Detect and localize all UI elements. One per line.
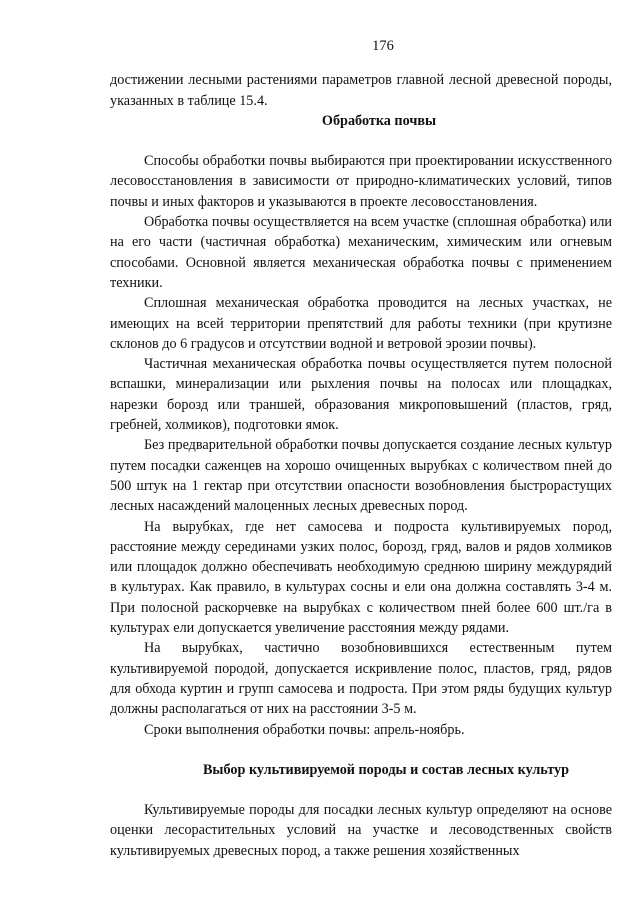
paragraph: Сплошная механическая обработка проводится на лесных участках, не имеющих на всей территории препятствий для работы техники (при крутизне склонов до 6 градусов и отсутствии водной и ветровой эрозии почвы). — [110, 295, 612, 352]
paragraph: Способы обработки почвы выбираются при проектировании искусственного лесовосстановления в зависимости от природно-климатических условий, типов почвы и иных факторов и указываются в проекте лесовосстановления. — [110, 153, 612, 210]
intro-paragraph: достижении лесными растениями параметров главной лесной древесной породы, указанных в таблице 15.4. — [110, 72, 612, 109]
paragraph: На вырубках, где нет самосева и подроста культивируемых пород, расстояние между серединами узких полос, борозд, гряд, валов и рядов холмиков или площадок должно обеспечивать необходимую среднюю ширину междурядий в культурах. Как правило, в культурах сосны и ели она должна составлять 3-4 м. При полосной раскорчевке на вырубках с количеством пней более 600 шт./га в культурах ели допускается увеличение расстояния между рядами. — [110, 518, 612, 637]
section-title-species-selection: Выбор культивируемой породы и состав лесных культур — [202, 761, 570, 778]
paragraph: Культивируемые породы для посадки лесных культур определяют на основе оценки лесорастительных условий на участке и лесоводственных свойств культивируемых древесных пород, а также решения хозяйственных — [110, 802, 612, 859]
paragraph: На вырубках, частично возобновившихся естественным путем культивируемой породой, допускается искривление полос, пластов, гряд, рядов для обхода куртин и групп самосева и подроста. При этом ряды будущих культур должны располагаться от них на расстоянии 3-5 м. — [110, 640, 612, 718]
section-title-soil-treatment: Обработка почвы — [321, 112, 437, 129]
paragraph: Сроки выполнения обработки почвы: апрель-ноябрь. — [144, 721, 465, 738]
paragraph: Без предварительной обработки почвы допускается создание лесных культур путем посадки саженцев на хорошо очищенных вырубках с количеством пней до 500 штук на 1 гектар при отсутствии опасности возобновления быстрорастущих лесных насаждений малоценных лесных древесных пород. — [110, 437, 612, 515]
document-page — [110, 36, 612, 861]
paragraph: Частичная механическая обработка почвы осуществляется путем полосной вспашки, минерализации или рыхления почвы на полосах или площадках, нарезки борозд или траншей, образования микроповышений (пластов, гряд, гребней, холмиков), подготовки ямок. — [110, 356, 612, 434]
page-number: 176 — [372, 38, 394, 54]
paragraph: Обработка почвы осуществляется на всем участке (сплошная обработка) или на его части (частичная обработка) механическим, химическим или огневым способами. Основной является механическая обработка почвы с применением техники. — [110, 214, 612, 291]
